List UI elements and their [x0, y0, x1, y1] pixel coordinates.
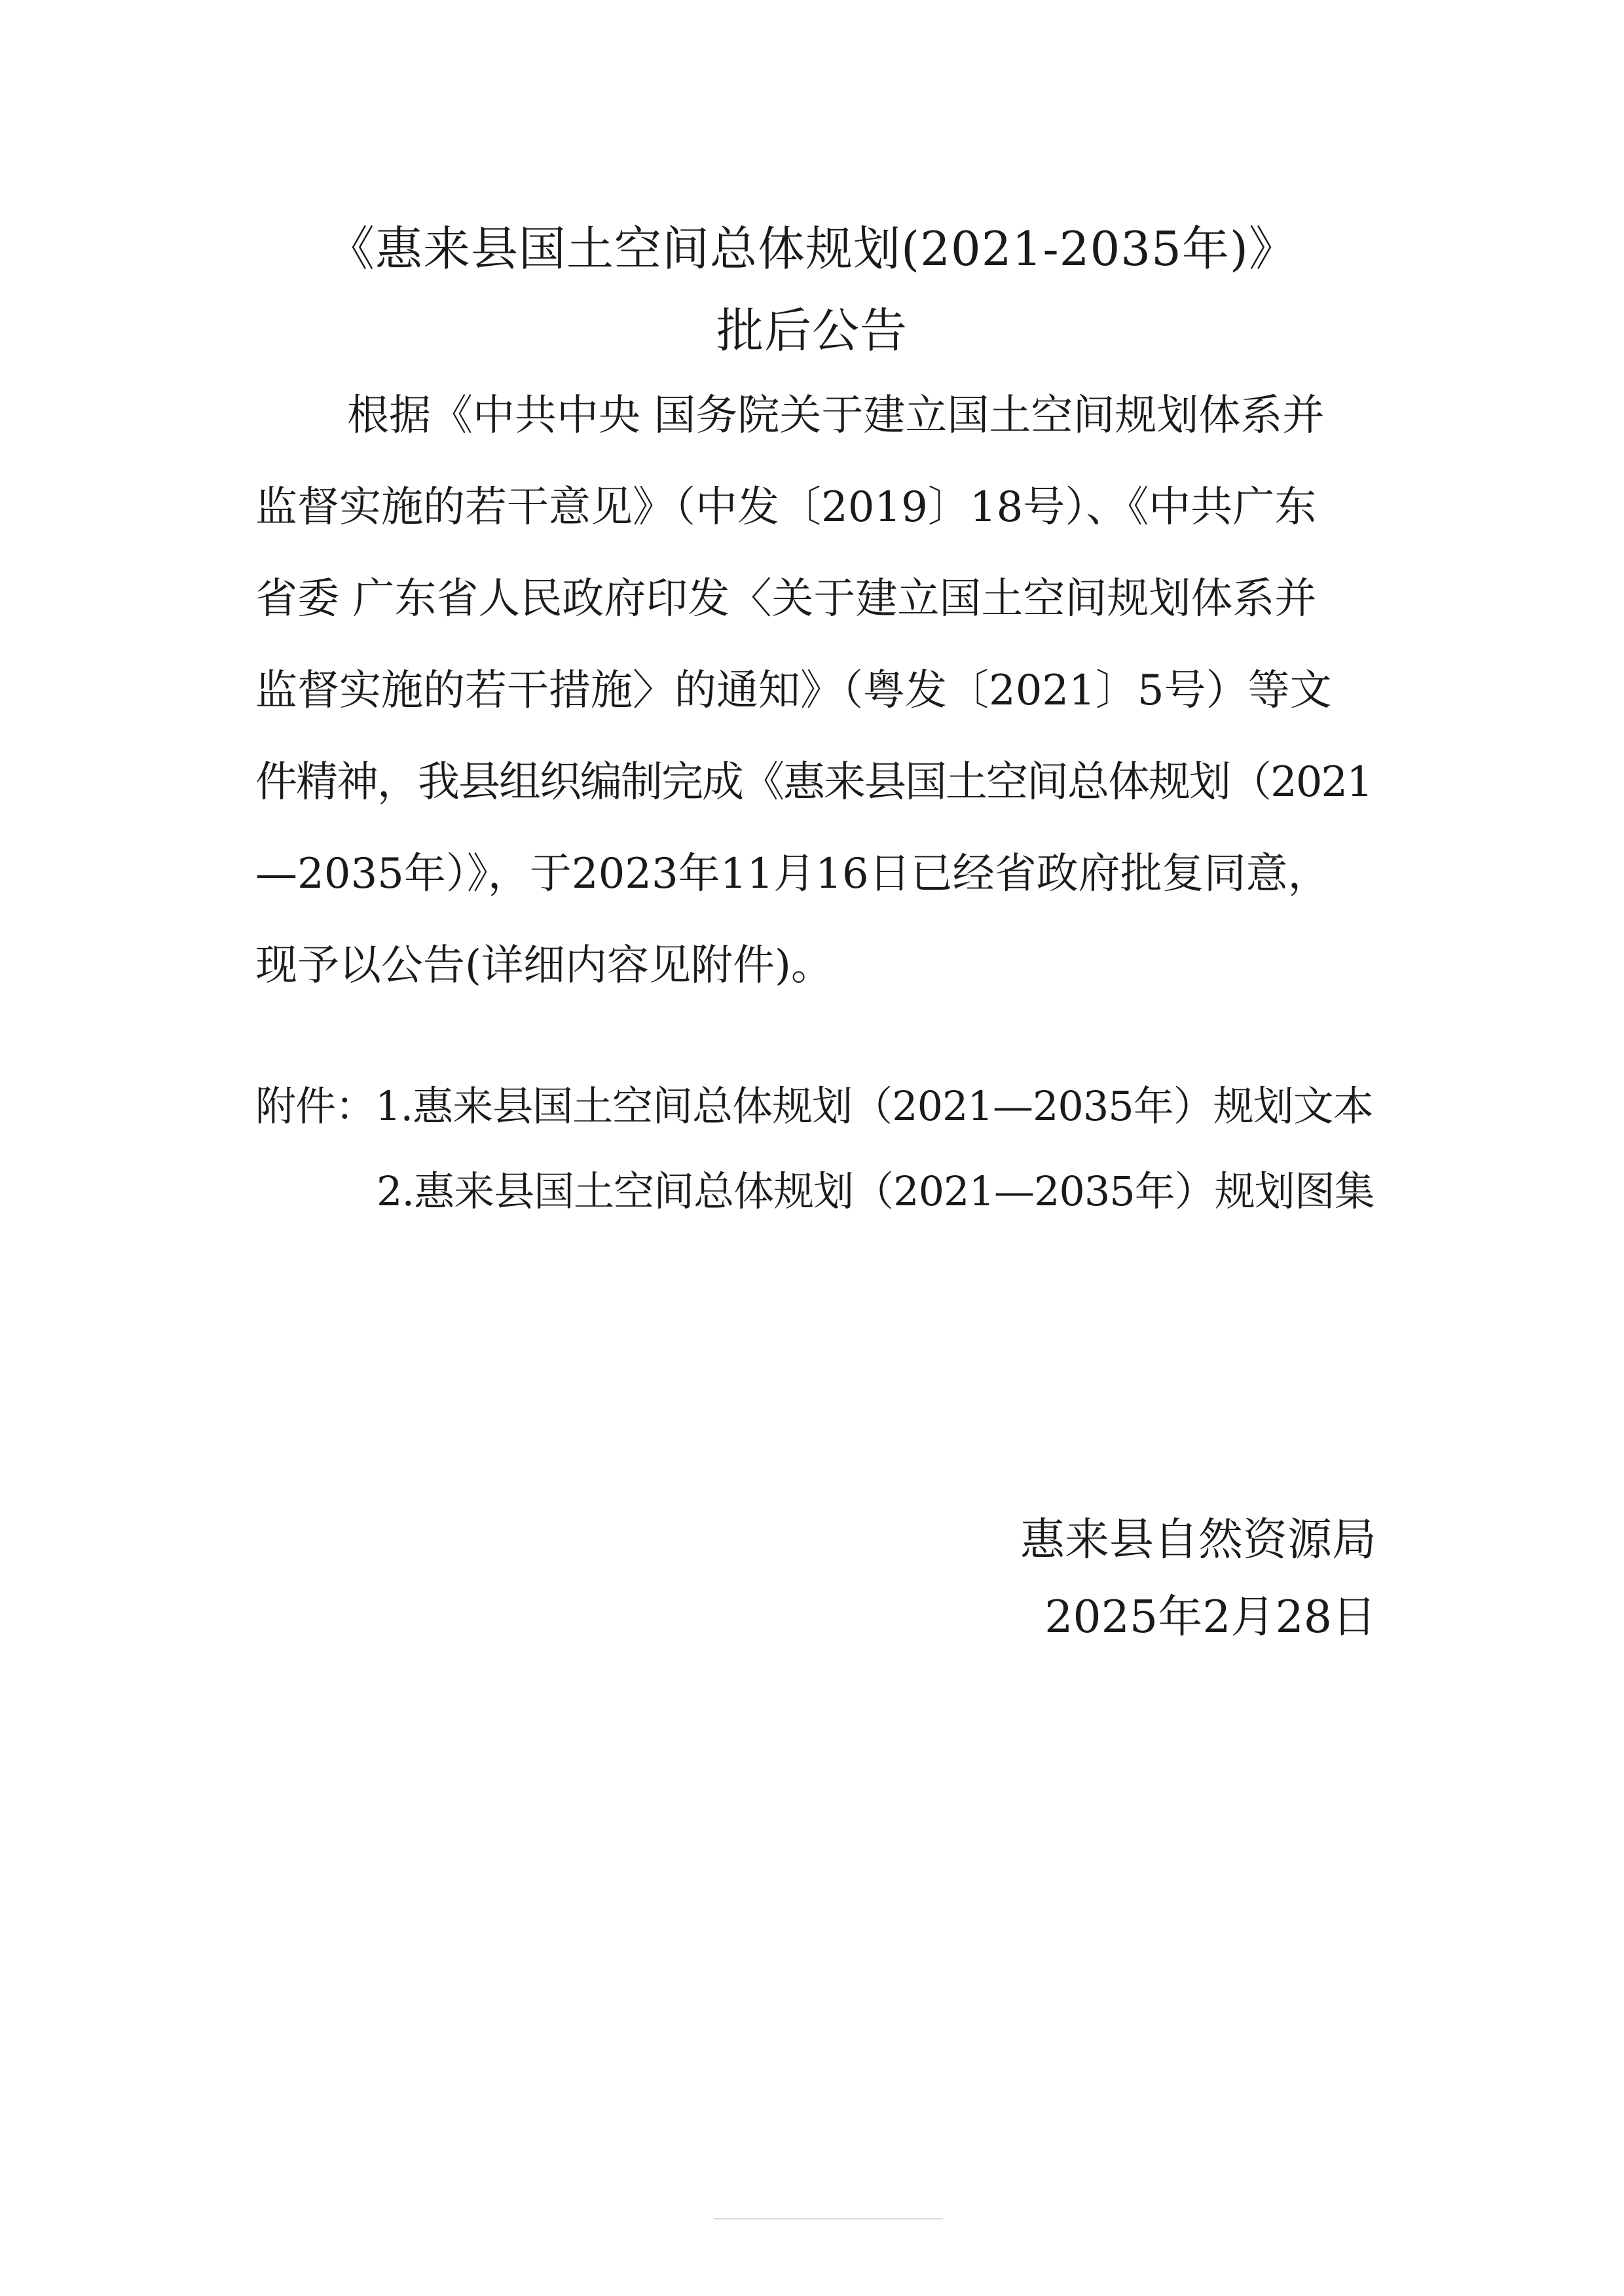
body-line-7: 现予以公告(详细内容见附件)。 [255, 941, 833, 990]
issue-date: 2025年2月28日 [1044, 1592, 1376, 1643]
body-line-1: 根据《中共中央 国务院关于建立国土空间规划体系并 [347, 392, 1325, 440]
attachment-item-2: 2.惠来县国土空间总体规划（2021—2035年）规划图集 [377, 1167, 1375, 1215]
body-line-2: 监督实施的若干意见》（中发〔2019〕18号）、《中共广东 [255, 483, 1317, 532]
attachment-item-1: 附件：1.惠来县国土空间总体规划（2021—2035年）规划文本 [255, 1082, 1373, 1130]
body-line-4: 监督实施的若干措施〉的通知》（粤发〔2021〕5号）等文 [255, 666, 1332, 715]
body-line-6: —2035年）》，于2023年11月16日已经省政府批复同意， [255, 850, 1330, 898]
scan-artifact [714, 2218, 943, 2219]
document-subtitle: 批后公告 [716, 303, 908, 358]
body-line-3: 省委 广东省人民政府印发〈关于建立国土空间规划体系并 [255, 575, 1317, 623]
body-line-5: 件精神，我县组织编制完成《惠来县国土空间总体规划（2021 [255, 758, 1372, 807]
document-title: 《惠来县国土空间总体规划(2021-2035年)》 [327, 221, 1297, 276]
issuer-name: 惠来县自然资源局 [1020, 1514, 1376, 1566]
